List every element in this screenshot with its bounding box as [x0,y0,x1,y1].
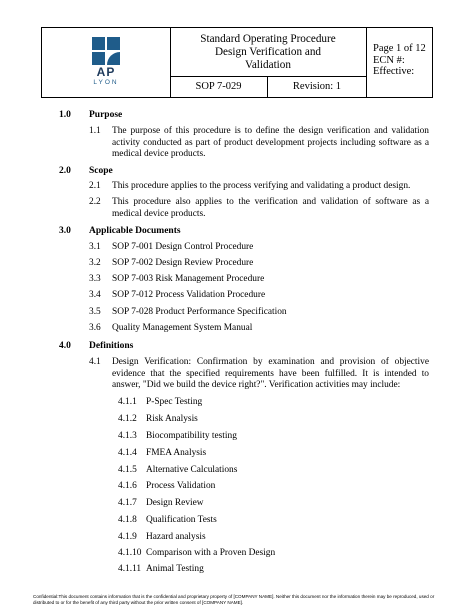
title-line-1: Standard Operating Procedure [200,33,336,45]
revision: Revision: 1 [292,81,342,92]
title-cell [170,28,367,97]
logo-cell [42,28,171,97]
page-number: Page 1 of 12 [373,43,426,54]
list-item: 3.1 SOP 7-001 Design Control Procedure [89,242,254,252]
list-item: 4.1.11 Animal Testing [118,564,204,574]
list-item: 3.5 SOP 7-028 Product Performance Specification [89,307,287,317]
list-item: 4.1.5 Alternative Calculations [118,465,238,475]
title-line-2: Design Verification and [214,46,322,58]
paragraph: 2.2 This procedure also applies to the verification and validation of software as a medical device products. [89,197,429,219]
list-item: 4.1.1 P-Spec Testing [118,397,203,407]
list-item: 4.1.8 Qualification Tests [118,515,217,525]
list-item: 3.3 SOP 7-003 Risk Management Procedure [89,274,265,284]
section-heading: 3.0 Applicable Documents [59,226,181,236]
list-item: 3.6 Quality Management System Manual [89,323,253,333]
section-heading: 1.0 Purpose [59,110,123,120]
list-item: 4.1.9 Hazard analysis [118,532,206,542]
section-heading: 4.0 Definitions [59,341,134,351]
company-logo-icon [92,37,122,67]
confidentiality-footer: Confidential:This document contains information that is the confidential and proprietary property of [COMPANY NAME]. Neither this document nor the information therein may be reproduced, used or distributed to or for the benefit of any third party without the prior written consent of [COMPANY NAME]. [33,594,435,605]
list-item: 4.1.3 Biocompatibility testing [118,431,237,441]
paragraph: 2.1 This procedure applies to the process verifying and validating a product design. [89,181,411,191]
document-title [170,33,366,72]
logo-text: AP [96,65,116,79]
header-table [41,27,433,98]
effective-date: Effective: [373,66,415,77]
list-item: 4.1.7 Design Review [118,498,204,508]
list-item: 3.4 SOP 7-012 Process Validation Procedure [89,290,266,300]
sop-number: SOP 7-029 [170,77,268,97]
title-line-3: Validation [245,59,291,71]
paragraph: 1.1 The purpose of this procedure is to define the design verification and validation activity conducted as part of product development projects including software as a medical device products. [89,126,429,159]
section-heading: 2.0 Scope [59,166,113,176]
meta-cell [367,28,432,97]
list-item: 4.1.4 FMEA Analysis [118,448,207,458]
logo-subtext: LYON [93,79,119,86]
ecn-number: ECN #: [373,54,405,66]
list-item: 4.1.10 Comparison with a Proven Design [118,548,276,558]
list-item: 4.1.6 Process Validation [118,481,216,491]
list-item: 3.2 SOP 7-002 Design Review Procedure [89,258,254,268]
list-item: 4.1.2 Risk Analysis [118,414,198,424]
paragraph: 4.1 Design Verification: Confirmation by examination and provision of objective evidence that the specified requirements have been fulfilled. It is intended to answer, "Did we build the device right?". Verification activities may include: [89,357,429,390]
